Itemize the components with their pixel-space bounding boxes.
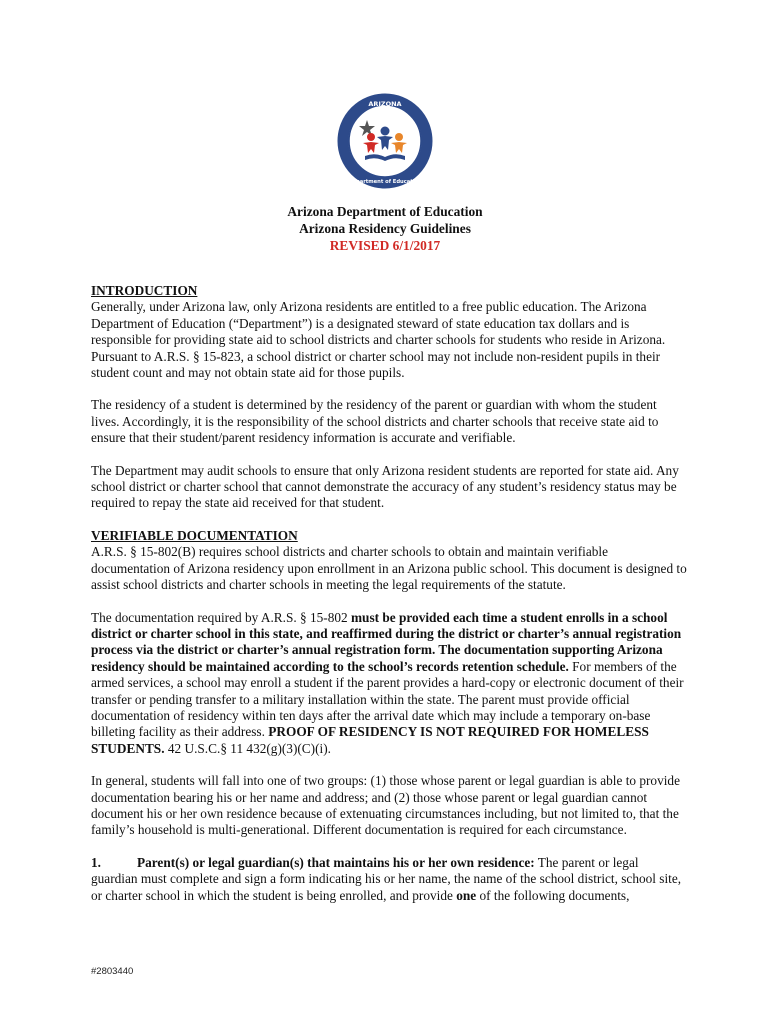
seal-bottom-text: Department of Education [348, 179, 422, 185]
p2-text-e: 42 U.S.C.§ 11 432(g)(3)(C)(i). [164, 740, 331, 756]
verifiable-paragraph-1: A.R.S. § 15-802(B) requires school districts and charter schools to obtain and maintain verifiable documentation of Arizona residency upon enrollment in an Arizona public school. This document is designed to assist school districts and charter schools in meeting the legal requirements of the statute. [91, 544, 687, 593]
title-line-1: Arizona Department of Education [287, 204, 483, 219]
ade-seal-logo [337, 93, 433, 189]
verifiable-paragraph-2 [91, 610, 687, 758]
intro-paragraph-1: Generally, under Arizona law, only Arizona residents are entitled to a free public education. The Arizona Department of Education (“Department”) is a designated steward of state education tax dollars and is responsible for providing state aid to school districts and charter schools for students who reside in Arizona. Pursuant to A.R.S. § 15-823, a school district or charter school may not include non-resident pupils in their student count and may not obtain state aid for those pupils. [91, 299, 666, 381]
revision-date: REVISED 6/1/2017 [329, 238, 441, 253]
document-body [91, 283, 687, 904]
verifiable-paragraph-3: In general, students will fall into one of two groups: (1) those whose parent or legal guardian is able to provide documentation bearing his or her name and address; and (2) those whose parent or legal guardian cannot document his or her own residence because of extenuating circumstances including, but not limited to, that the family’s household is multi-generational. Different documentation is required for each circumstance. [91, 773, 680, 838]
item-1-title: Parent(s) or legal guardian(s) that maintains his or her own residence: [137, 854, 535, 870]
intro-paragraph-2: The residency of a student is determined by the residency of the parent or guardian with whom the student lives. Accordingly, it is the responsibility of the school districts and charter schools that receive state aid to ensure that their student/parent residency information is accurate and verifiable. [91, 397, 659, 446]
item-1-number: 1. [91, 854, 101, 870]
title-line-2: Arizona Residency Guidelines [299, 221, 471, 236]
numbered-item-1 [91, 855, 687, 904]
p2-text-c: For members of the armed services, a school may enroll a student if the parent provides a hard-copy or electronic document of their transfer or pending transfer to a military installation within the state. The parent must provide official documentation of residency within ten days after the arrival date which may include a temporary on-base billeting facility as their address. [91, 658, 684, 740]
document-title-block [0, 203, 770, 254]
item-1-text-b: of the following documents, [476, 887, 630, 903]
item-1-bold-one: one [456, 887, 477, 903]
p2-bold-d: PROOF OF RESIDENCY IS NOT REQUIRED FOR HOMELESS STUDENTS. [91, 724, 649, 756]
verifiable-documentation-heading: VERIFIABLE DOCUMENTATION [91, 527, 298, 543]
seal-top-text: ARIZONA [368, 100, 402, 108]
p2-text-a: The documentation required by A.R.S. § 15-802 [91, 609, 351, 625]
document-id-footer: #2803440 [91, 966, 134, 977]
introduction-heading: INTRODUCTION [91, 283, 198, 298]
p2-bold-b: must be provided each time a student enrolls in a school district or charter school in this state, and reaffirmed during the district or charter’s annual registration process via the district or charter’s annual registration form. The documentation supporting Arizona residency should be maintained according to the school’s records retention schedule. [91, 609, 682, 674]
intro-paragraph-3: The Department may audit schools to ensure that only Arizona resident students are reported for state aid. Any school district or charter school that cannot demonstrate the accuracy of any student’s residency status may be required to repay the state aid received for that student. [91, 462, 679, 511]
item-1-text-a: The parent or legal guardian must complete and sign a form indicating his or her name, the name of the school district, school site, or charter school in which the student is being enrolled, and provide [91, 854, 682, 903]
